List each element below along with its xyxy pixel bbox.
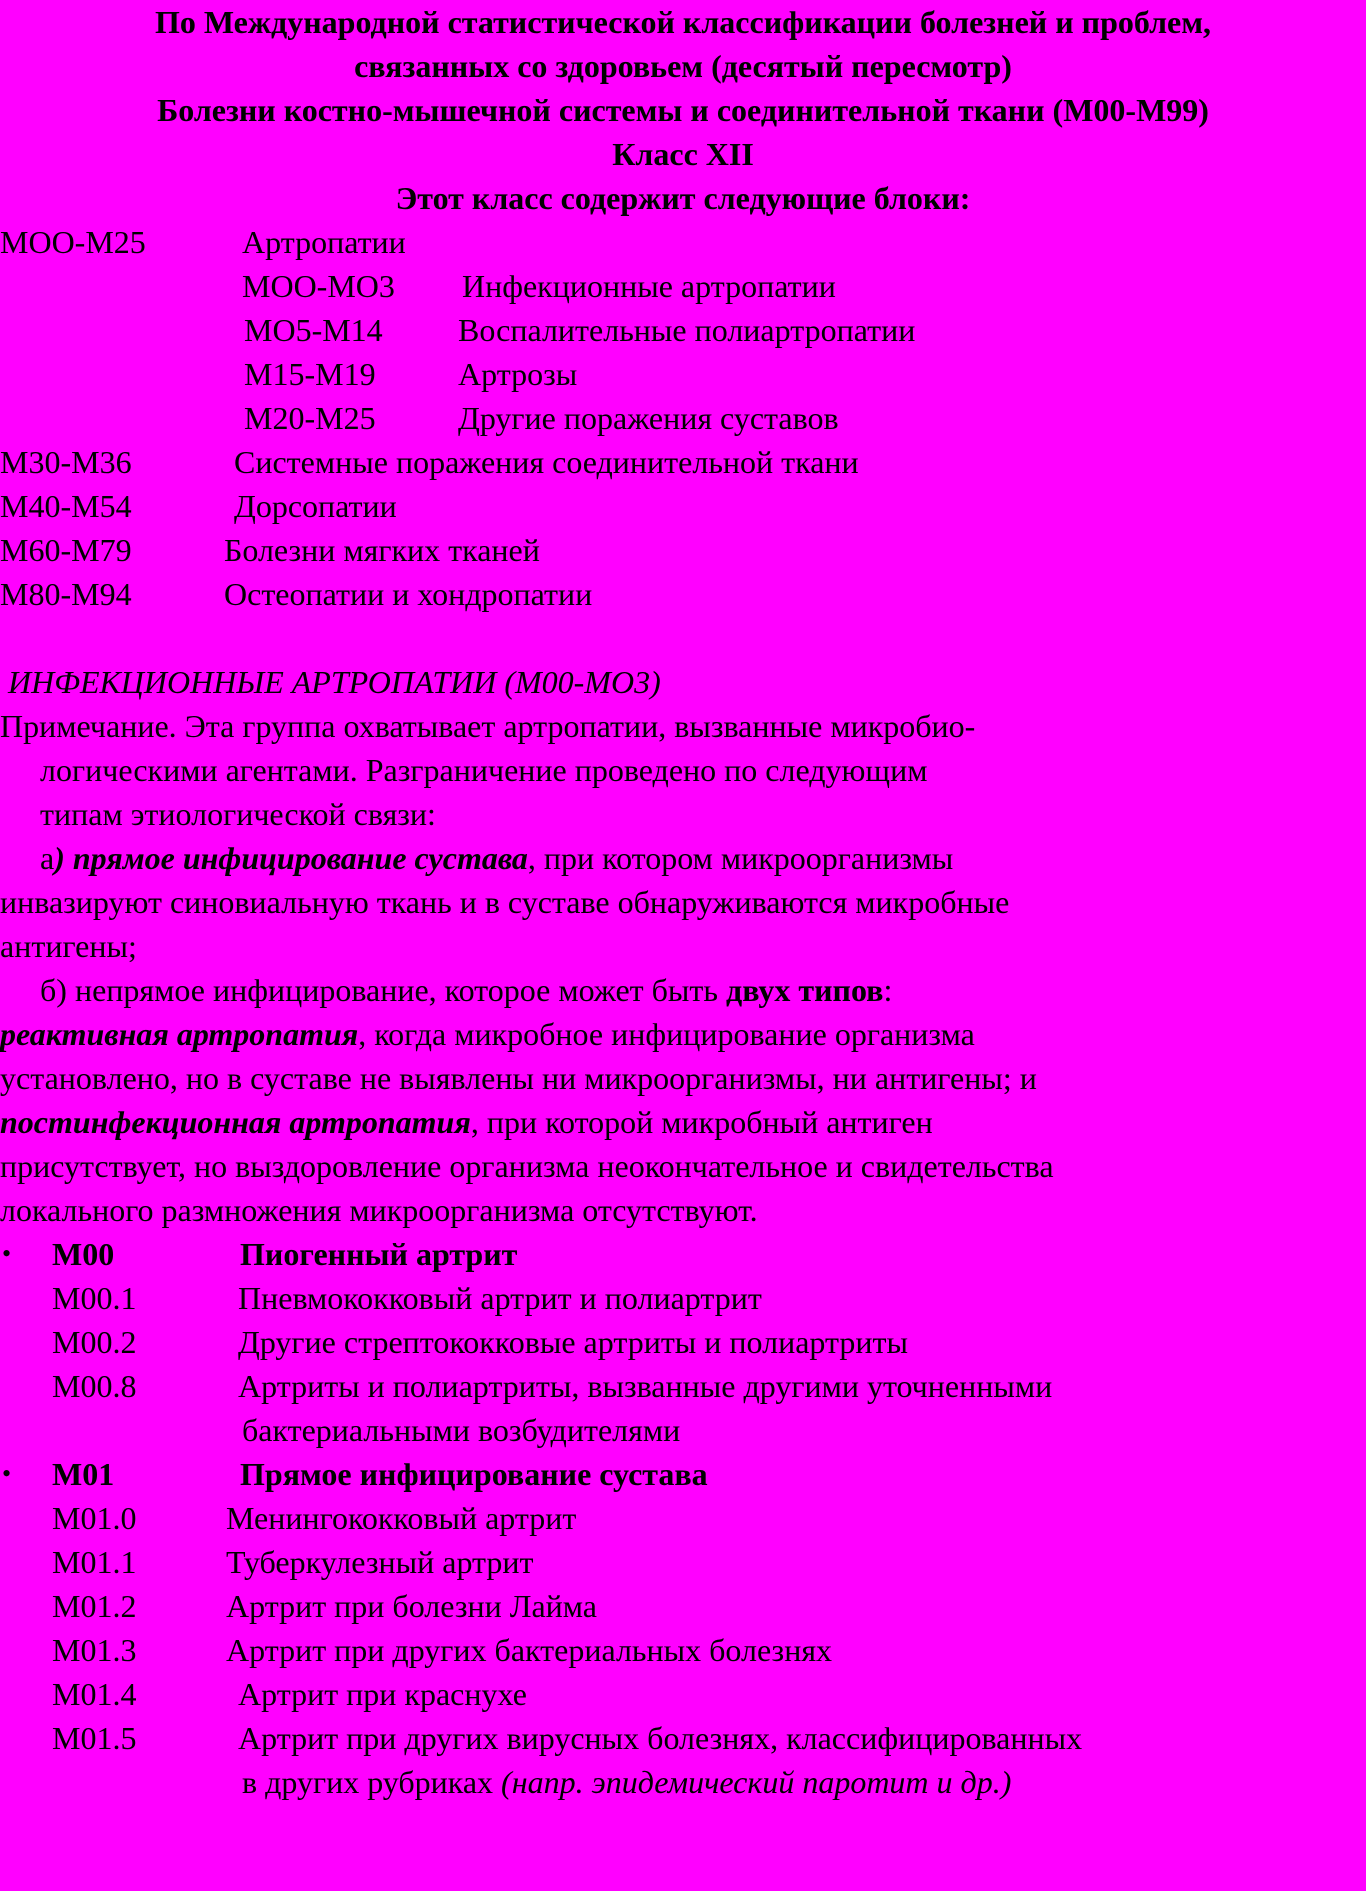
block-label: Артропатии — [242, 224, 406, 260]
block-code: М80-М94 — [0, 576, 132, 612]
block-label: Другие поражения суставов — [458, 400, 839, 436]
category-code: М00 — [52, 1236, 115, 1272]
section-title: ИНФЕКЦИОННЫЕ АРТРОПАТИИ (М00-МО3) — [8, 664, 661, 700]
subcategory-label: Артрит при краснухе — [238, 1676, 527, 1712]
block-code: МО5-М14 — [244, 312, 383, 348]
bullet-icon: • — [2, 1459, 12, 1488]
subcategory-code: М00.2 — [52, 1324, 137, 1360]
note-b-start: б) непрямое инфицирование, которое может быть — [40, 972, 726, 1008]
block-code: МОО-МО3 — [242, 268, 395, 304]
note-b-emphasis: двух типов — [726, 972, 884, 1008]
block-label: Инфекционные артропатии — [462, 268, 836, 304]
subcategory-label: Артриты и полиартриты, вызванные другими уточненными — [238, 1368, 1053, 1404]
note-reactive-term: реактивная артропатия — [0, 1016, 359, 1052]
block-label: Артрозы — [458, 356, 578, 392]
note-item-b — [40, 968, 892, 1012]
subcategory-code: М01.2 — [52, 1588, 137, 1624]
subcategory-label-continued: бактериальными возбудителями — [242, 1412, 681, 1448]
note-a-emphasis: ) прямое инфицирование сустава — [54, 840, 528, 876]
block-label: Воспалительные полиартропатии — [458, 312, 916, 348]
note-line: установлено, но в суставе не выявлены ни микроорганизмы, ни антигены; и — [0, 1060, 1037, 1096]
note-a-prefix: а — [40, 840, 55, 876]
continued-plain: в других рубриках — [242, 1764, 502, 1800]
category-code: М01 — [52, 1456, 115, 1492]
note-line: локального размножения микроорганизма отсутствуют. — [0, 1192, 758, 1228]
header-class: Класс XII — [612, 136, 754, 172]
header-blocks-title: Этот класс содержит следующие блоки: — [395, 180, 971, 216]
subcategory-code: М01.4 — [52, 1676, 137, 1712]
block-code: М40-М54 — [0, 488, 132, 524]
subcategory-label: Пневмококковый артрит и полиартрит — [238, 1280, 762, 1316]
bullet-icon: • — [2, 1239, 12, 1268]
block-label: Системные поражения соединительной ткани — [234, 444, 859, 480]
category-title: Пиогенный артрит — [240, 1236, 518, 1272]
note-reactive — [0, 1012, 975, 1056]
subcategory-label: Артрит при болезни Лайма — [226, 1588, 597, 1624]
header-line-2: связанных со здоровьем (десятый пересмотр) — [354, 48, 1012, 84]
header-line-3: Болезни костно-мышечной системы и соединительной ткани (М00-М99) — [157, 92, 1209, 128]
subcategory-code: М01.5 — [52, 1720, 137, 1756]
subcategory-label: Менингококковый артрит — [226, 1500, 577, 1536]
note-post-term: постинфекционная артропатия — [0, 1104, 471, 1140]
note-postinfectious — [0, 1100, 933, 1144]
note-reactive-rest: , когда микробное инфицирование организма — [358, 1016, 975, 1052]
note-item-a — [40, 836, 953, 880]
note-line: типам этиологической связи: — [40, 796, 436, 832]
block-code: М15-М19 — [244, 356, 376, 392]
subcategory-code: М00.1 — [52, 1280, 137, 1316]
note-line: антигены; — [0, 928, 137, 964]
note-post-rest: , при которой микробный антиген — [470, 1104, 933, 1140]
block-label: Болезни мягких тканей — [224, 532, 540, 568]
block-code: М20-М25 — [244, 400, 376, 436]
subcategory-label: Туберкулезный артрит — [226, 1544, 534, 1580]
note-a-rest: , при котором микроорганизмы — [527, 840, 954, 876]
subcategory-label-continued — [242, 1760, 1011, 1804]
note-line: присутствует, но выздоровление организма неокончательное и свидетельства — [0, 1148, 1054, 1184]
subcategory-code: М01.1 — [52, 1544, 137, 1580]
block-code: М30-М36 — [0, 444, 132, 480]
block-code: М60-М79 — [0, 532, 132, 568]
subcategory-label: Артрит при других вирусных болезнях, классифицированных — [238, 1720, 1083, 1756]
note-b-end: : — [883, 972, 893, 1008]
block-label: Дорсопатии — [234, 488, 397, 524]
block-label: Остеопатии и хондропатии — [224, 576, 593, 612]
note-line: Примечание. Эта группа охватывает артропатии, вызванные микробио- — [0, 708, 976, 744]
subcategory-code: М01.0 — [52, 1500, 137, 1536]
subcategory-label: Другие стрептококковые артриты и полиартриты — [238, 1324, 908, 1360]
note-line: инвазируют синовиальную ткань и в суставе обнаруживаются микробные — [0, 884, 1010, 920]
category-title: Прямое инфицирование сустава — [240, 1456, 708, 1492]
subcategory-label: Артрит при других бактериальных болезнях — [226, 1632, 833, 1668]
header-line-1: По Международной статистической классификации болезней и проблем, — [154, 4, 1212, 40]
subcategory-code: М01.3 — [52, 1632, 137, 1668]
block-code: МОО-М25 — [0, 224, 146, 260]
note-line: логическими агентами. Разграничение проведено по следующим — [40, 752, 928, 788]
continued-example: (напр. эпидемический паротит и др.) — [501, 1764, 1012, 1800]
subcategory-code: М00.8 — [52, 1368, 137, 1404]
